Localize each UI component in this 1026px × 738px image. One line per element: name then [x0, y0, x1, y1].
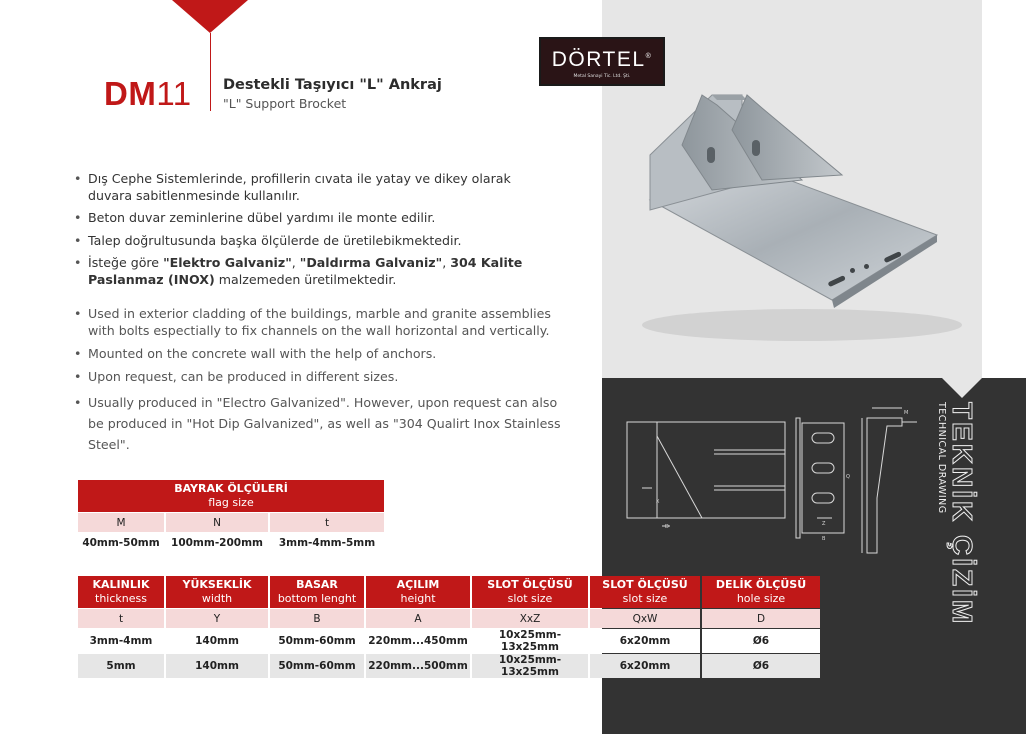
table-cell: D [702, 609, 820, 628]
column-header: KALINLIK thickness [78, 576, 164, 608]
list-item: • İsteğe göre "Elektro Galvaniz", "Daldırma Galvaniz", 304 Kalite Paslanmaz (INOX) malzemeden üretilmektedir. [74, 255, 544, 288]
product-title-en: "L" Support Brocket [223, 96, 347, 111]
feature-list-en [74, 306, 574, 461]
table-cell: N [166, 513, 268, 532]
table-cell: 40mm-50mm [78, 533, 164, 552]
list-item: • Dış Cephe Sistemlerinde, profillerin cıvata ile yatay ve dikey olarak duvara sabitlenmesinde kullanılır. [74, 171, 544, 204]
table-cell: Ø6 [702, 654, 820, 678]
brand-logo [539, 37, 665, 86]
table-cell: 10x25mm-13x25mm [472, 654, 588, 678]
table-cell: 100mm-200mm [166, 533, 268, 552]
column-header: DELİK ÖLÇÜSÜ hole size [702, 576, 820, 608]
column-header: AÇILIM height [366, 576, 470, 608]
table-cell: 220mm...450mm [366, 629, 470, 653]
symbol-row [78, 609, 820, 628]
list-item: • Usually produced in "Electro Galvanized". However, upon request can also be produced in "Hot Dip Galvanized", as well as "304 Qualirt Inox Stainless Steel". [74, 392, 574, 455]
table-cell: XxZ [472, 609, 588, 628]
list-item: • Upon request, can be produced in different sizes. [74, 369, 574, 386]
table-cell: t [270, 513, 384, 532]
feature-list-tr [74, 171, 544, 295]
table-cell: A [366, 609, 470, 628]
brand-subtitle: Metal Sanayi Tic. Ltd. Şti. [573, 74, 631, 79]
table-cell: B [270, 609, 364, 628]
table-cell: 6x20mm [590, 654, 700, 678]
table-cell: 140mm [166, 654, 268, 678]
brand-name: DÖRTEL [551, 48, 646, 71]
drawing-label-d: D [665, 524, 669, 530]
product-title-tr: Destekli Taşıyıcı "L" Ankraj [223, 77, 442, 93]
drawing-label-q: Q [846, 474, 850, 480]
table-cell: 140mm [166, 629, 268, 653]
table-cell: 3mm-4mm [78, 629, 164, 653]
model-code: DM11 [104, 75, 192, 112]
drawing-label-m: M [904, 410, 909, 416]
drawing-label-x: X [656, 499, 660, 505]
flag-size-table [76, 479, 386, 553]
table-cell: t [78, 609, 164, 628]
registered-mark: ® [645, 53, 653, 60]
drawing-label-b: B [822, 536, 826, 542]
column-header: SLOT ÖLÇÜSÜ slot size [472, 576, 588, 608]
list-item: • Mounted on the concrete wall with the help of anchors. [74, 346, 574, 363]
table-cell: Y [166, 609, 268, 628]
panel-notch [942, 378, 982, 398]
table-cell: 5mm [78, 654, 164, 678]
list-item: • Used in exterior cladding of the buildings, marble and granite assemblies with bolts espectially to fix channels on the wall horizontal and vertically. [74, 306, 574, 339]
column-header: BASAR bottom lenght [270, 576, 364, 608]
table-cell: 220mm...500mm [366, 654, 470, 678]
table-cell: 6x20mm [590, 629, 700, 653]
list-item: • Beton duvar zeminlerine dübel yardımı ile monte edilir. [74, 210, 544, 227]
table-cell: QxW [590, 609, 700, 628]
flag-table-header: BAYRAK ÖLÇÜLERİ flag size [78, 480, 384, 512]
table-cell: 3mm-4mm-5mm [270, 533, 384, 552]
table-cell: 50mm-60mm [270, 629, 364, 653]
column-header: SLOT ÖLÇÜSÜ slot size [590, 576, 700, 608]
table-cell: Ø6 [702, 629, 820, 653]
table-row [78, 629, 820, 653]
table-row [78, 654, 820, 678]
table-cell: M [78, 513, 164, 532]
header-divider [210, 33, 211, 111]
drawing-label-z: Z [822, 521, 826, 527]
technical-title: TEKNİK ÇİZİM [947, 402, 978, 627]
technical-subtitle: TECHNICAL DRAWING [936, 402, 947, 514]
table-cell: 50mm-60mm [270, 654, 364, 678]
column-header: YÜKSEKLİK width [166, 576, 268, 608]
top-accent-notch [172, 0, 248, 33]
list-item: • Talep doğrultusunda başka ölçülerde de üretilebikmektedir. [74, 233, 544, 250]
dimensions-table [76, 575, 822, 679]
table-cell: 10x25mm-13x25mm [472, 629, 588, 653]
